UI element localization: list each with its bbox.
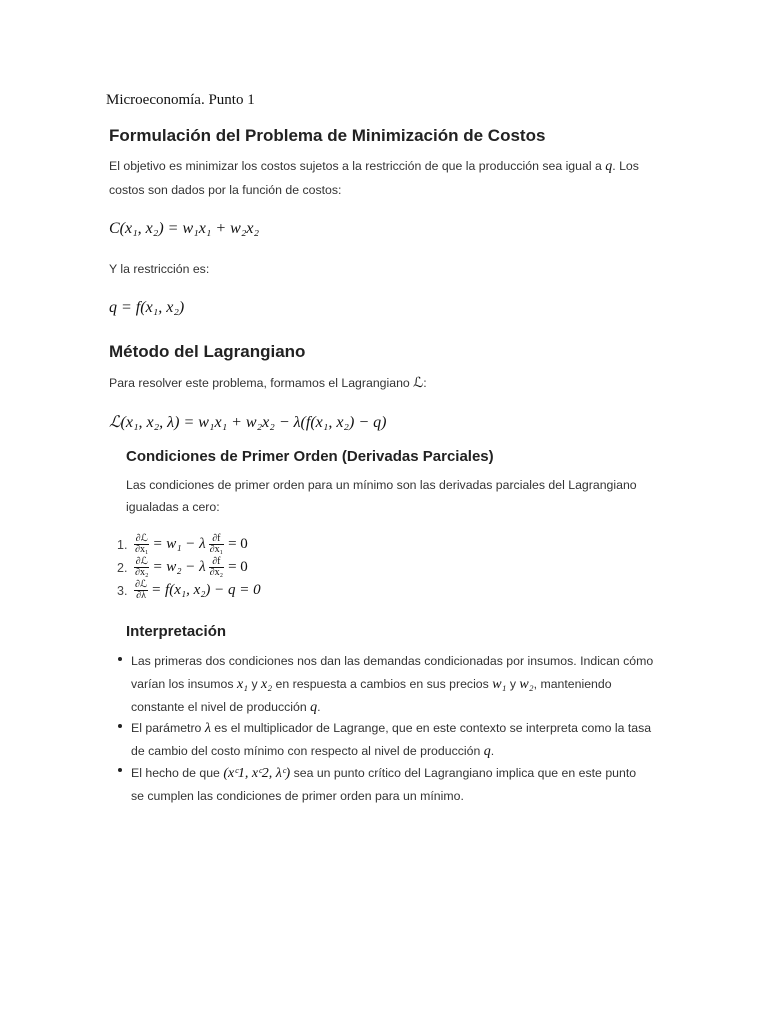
conditions-intro-line-1: Las condiciones de primer orden para un mínimo son las derivadas parciales del Lagrangiano (126, 478, 637, 492)
bullet-2-line-2: de cambio del costo mínimo con respecto al nivel de producción q. (131, 744, 495, 759)
heading-interpretation: Interpretación (126, 623, 227, 640)
document-title: Microeconomía. Punto 1 (106, 92, 255, 108)
condition-end: = 0 (228, 559, 248, 575)
condition-number: 2. (117, 560, 128, 575)
bullet-1-line-3: constante el nivel de producción q. (131, 700, 321, 715)
bullet-3-line-1: El hecho de que (xᶜ1, xᶜ2, λᶜ) sea un punto crítico del Lagrangiano implica que en este punto (131, 766, 637, 781)
fraction-lhs: $\frac{\text{∂ℒ}}{\text{∂x₂}}$ (135, 556, 149, 578)
fraction-lhs: $\frac{\text{∂ℒ}}{\partial\lambda}$ (135, 579, 148, 601)
lagrangian-intro-text: Para resolver este problema, formamos el Lagrangiano (109, 376, 414, 390)
condition-mid: = f(x₁, x₂) − q = 0 (151, 582, 261, 598)
condition-end: = 0 (228, 536, 248, 552)
condition-mid: = w₁ − λ (152, 536, 206, 552)
bullet-2-line-1: El parámetro λ es el multiplicador de Lagrange, que en este contexto se interpreta como la tasa (131, 721, 652, 736)
condition-3 (117, 580, 263, 601)
fraction-rhs: $\frac{\partial f}{\text{∂x₂}}$ (209, 556, 224, 578)
heading-lagrangian-method: Método del Lagrangiano (109, 342, 306, 361)
lagrangian-intro-end: : (423, 376, 427, 390)
cost-equation: C(x₁, x₂) = w₁x₁ + w₂x₂ (109, 220, 260, 237)
heading-first-order-conditions: Condiciones de Primer Orden (Derivadas Parciales) (126, 448, 494, 465)
bullet-3-line-2: se cumplen las condiciones de primer orden para un mínimo. (131, 789, 464, 803)
bullet-icon (118, 724, 122, 728)
condition-1 (117, 534, 248, 555)
intro-text-1a: El objetivo es minimizar los costos sujetos a la restricción de que la producción sea igual a (109, 159, 606, 173)
condition-mid: = w₂ − λ (152, 559, 206, 575)
bullet-1-line-1: Las primeras dos condiciones nos dan las demandas condicionadas por insumos. Indican cómo (131, 654, 654, 668)
condition-number: 1. (117, 537, 128, 552)
condition-2 (117, 557, 248, 578)
conditions-intro-line-2: igualadas a cero: (126, 500, 220, 514)
var-q: q (605, 159, 613, 174)
restriction-equation: q = f(x₁, x₂) (109, 299, 185, 316)
intro-paragraph (109, 159, 669, 175)
lagrangian-symbol: ℒ (413, 376, 424, 391)
bullet-icon (118, 657, 122, 661)
bullet-icon (118, 768, 122, 772)
intro-line-2: costos son dados por la función de costos: (109, 183, 342, 197)
lagrangian-equation: ℒ(x₁, x₂, λ) = w₁x₁ + w₂x₂ − λ(f(x₁, x₂) − q) (109, 414, 387, 431)
intro-text-1b: . Los (612, 159, 639, 173)
fraction-lhs: $\frac{\text{∂ℒ}}{\text{∂x₁}}$ (135, 533, 149, 555)
restriction-intro: Y la restricción es: (109, 262, 210, 276)
fraction-rhs: $\frac{\partial f}{\text{∂x₁}}$ (209, 533, 224, 555)
condition-number: 3. (117, 583, 128, 598)
heading-cost-minimization: Formulación del Problema de Minimización de Costos (109, 126, 546, 145)
bullet-1-line-2: varían los insumos x₁ y x₂ en respuesta a cambios en sus precios w₁ y w₂, manteniendo (131, 677, 612, 692)
lagrangian-intro (109, 375, 427, 392)
